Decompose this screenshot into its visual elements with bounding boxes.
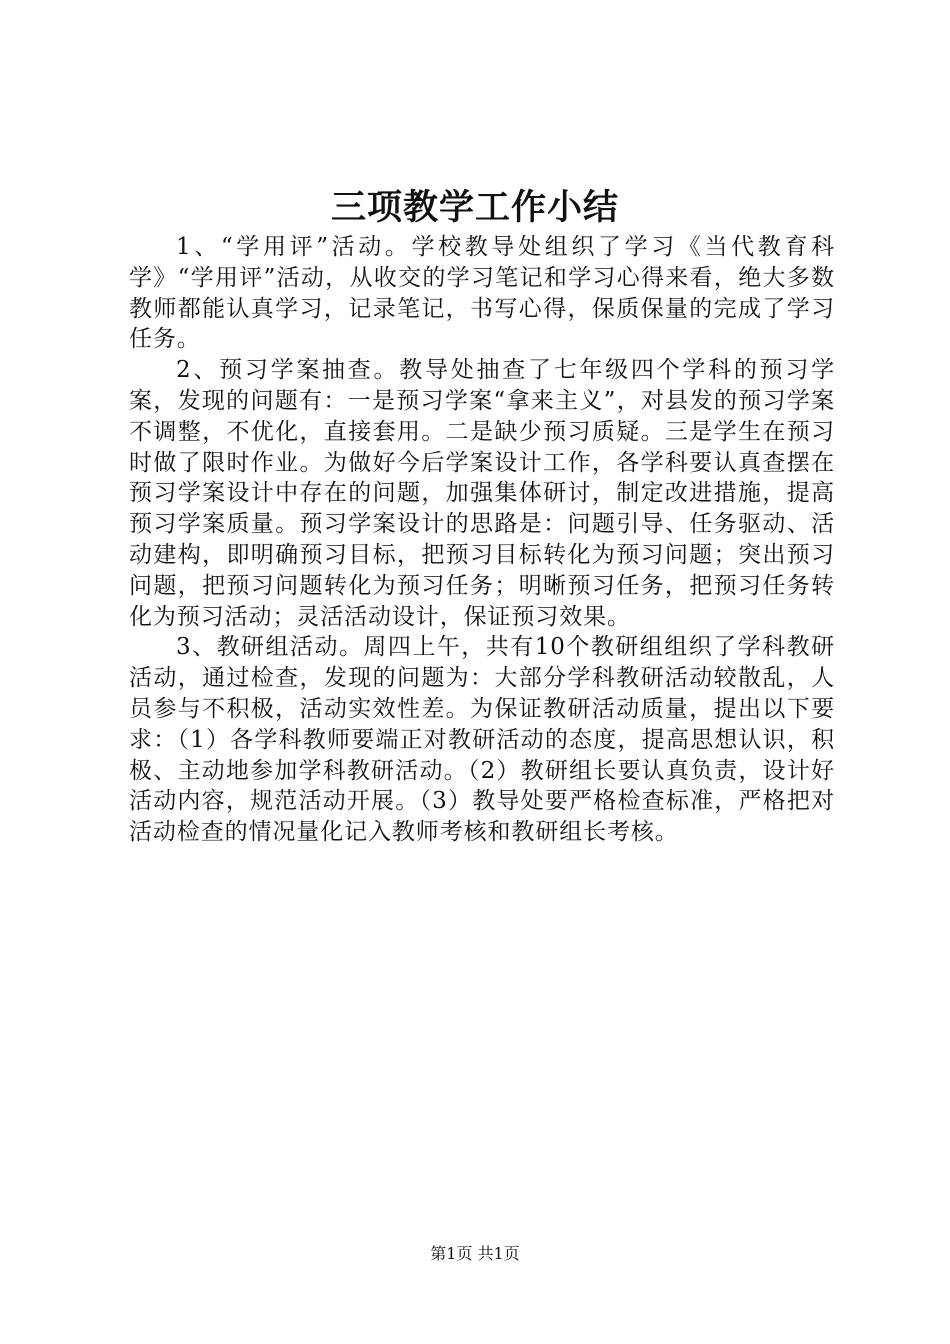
document-title: 三项教学工作小结	[330, 187, 619, 228]
paragraph-1: 1、“学用评”活动。学校教导处组织了学习《当代教育科学》“学用评”活动，从收交的学习笔记和学习心得来看，绝大多数教师都能认真学习，记录笔记，书写心得，保质保量的完成了学习任务。	[129, 234, 835, 353]
page-footer: 第1页 共1页	[430, 1244, 520, 1263]
document-body	[129, 232, 835, 848]
paragraph-2: 2、预习学案抽查。教导处抽查了七年级四个学科的预习学案，发现的问题有：一是预习学案“拿来主义”，对县发的预习学案不调整，不优化，直接套用。二是缺少预习质疑。三是学生在预习时做了限时作业。为做好今后学案设计工作，各学科要认真查摆在预习学案设计中存在的问题，加强集体研讨，制定改进措施，提高预习学案质量。预习学案设计的思路是：问题引导、任务驱动、活动建构，即明确预习目标，把预习目标转化为预习问题；突出预习问题，把预习问题转化为预习任务；明晰预习任务，把预习任务转化为预习活动；灵活活动设计，保证预习效果。	[129, 357, 835, 630]
paragraph-3: 3、教研组活动。周四上午，共有10个教研组组织了学科教研活动，通过检查，发现的问题为：大部分学科教研活动较散乱，人员参与不积极，活动实效性差。为保证教研活动质量，提出以下要求：（1）各学科教师要端正对教研活动的态度，提高思想认识，积极、主动地参加学科教研活动。（2）教研组长要认真负责，设计好活动内容，规范活动开展。（3）教导处要严格检查标准，严格把对活动检查的情况量化记入教师考核和教研组长考核。	[129, 634, 835, 846]
